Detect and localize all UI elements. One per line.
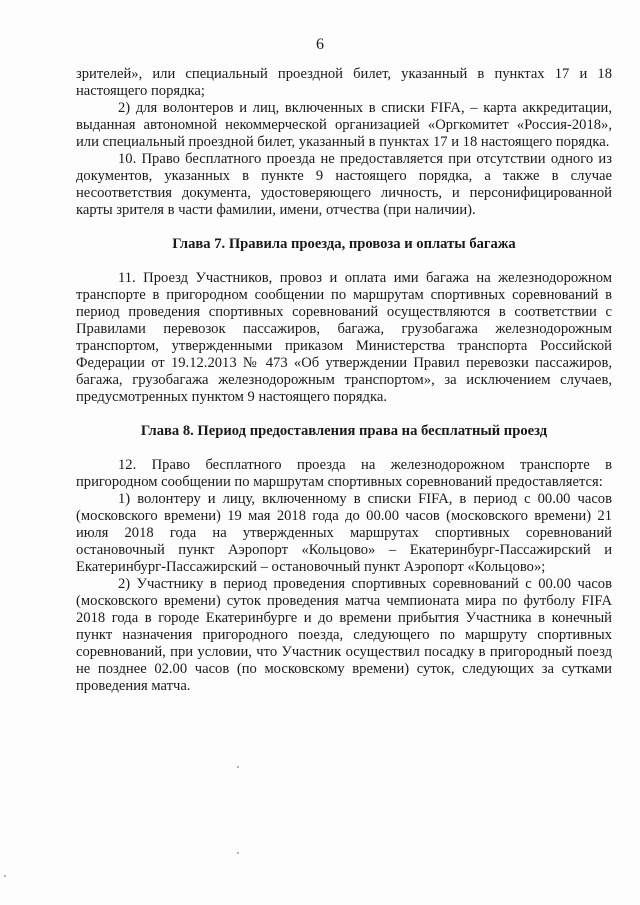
paragraph-11: 11. Проезд Участников, провоз и оплата ими багажа на железнодорожном транспорте в пригородном сообщении по маршрутам спортивных соревнований в период проведения спортивных соревнований осуществляются в соответствии с Правилами перевозок пассажиров, багажа, грузобагажа железнодорожным транспортом, утвержденными приказом Министерства транспорта Российской Федерации от 19.12.2013 № 473 «Об утверждении Правил перевозки пассажиров, багажа, грузобагажа железнодорожным транспортом», за исключением случаев, предусмотренных пунктом 9 настоящего порядка.: [76, 270, 612, 405]
scan-speck: [237, 766, 239, 768]
paragraph-item-2-volunteers: 2) для волонтеров и лиц, включенных в списки FIFA, – карта аккредитации, выданная автономной некоммерческой организацией «Оргкомитет «Россия-2018», или специальный проездной билет, указанный в пунктах 17 и 18 настоящего порядка.: [76, 100, 612, 150]
paragraph-12-item-1: 1) волонтеру и лицу, включенному в списки FIFA, в период с 00.00 часов (московского времени) 19 мая 2018 года до 00.00 часов (московского времени) 21 июля 2018 года на утвержденных маршрутах спортивных соревнований остановочный пункт Аэропорт «Кольцово» – Екатеринбург-Пассажирский и Екатеринбург-Пассажирский – остановочный пункт Аэропорт «Кольцово»;: [76, 491, 612, 575]
paragraph-continuation: зрителей», или специальный проездной билет, указанный в пунктах 17 и 18 настоящего порядка;: [76, 66, 612, 99]
paragraph-12: 12. Право бесплатного проезда на железнодорожном транспорте в пригородном сообщении по маршрутам спортивных соревнований предоставляется:: [76, 457, 612, 490]
chapter-7-heading: Глава 7. Правила проезда, провоза и оплаты багажа: [172, 236, 516, 252]
paragraph-12-item-2: 2) Участнику в период проведения спортивных соревнований с 00.00 часов (московского времени) суток проведения матча чемпионата мира по футболу FIFA 2018 года в городе Екатеринбурге и до времени прибытия Участника в конечный пункт назначения пригородного поезда, следующего по маршруту спортивных соревнований, при условии, что Участник осуществил посадку в пригородный поезд не позднее 02.00 часов (по московскому времени) суток, следующих за сутками проведения матча.: [76, 576, 612, 694]
document-body: [76, 66, 612, 695]
paragraph-10: 10. Право бесплатного проезда не предоставляется при отсутствии одного из документов, указанных в пункте 9 настоящего порядка, а также в случае несоответствия документа, удостоверяющего личность, и персонифицированной карты зрителя в части фамилии, имени, отчества (при наличии).: [76, 151, 612, 218]
chapter-8-heading: Глава 8. Период предоставления права на бесплатный проезд: [140, 423, 548, 439]
scan-speck: [237, 852, 239, 854]
page-number: 6: [316, 36, 324, 53]
scan-speck: [4, 875, 6, 877]
